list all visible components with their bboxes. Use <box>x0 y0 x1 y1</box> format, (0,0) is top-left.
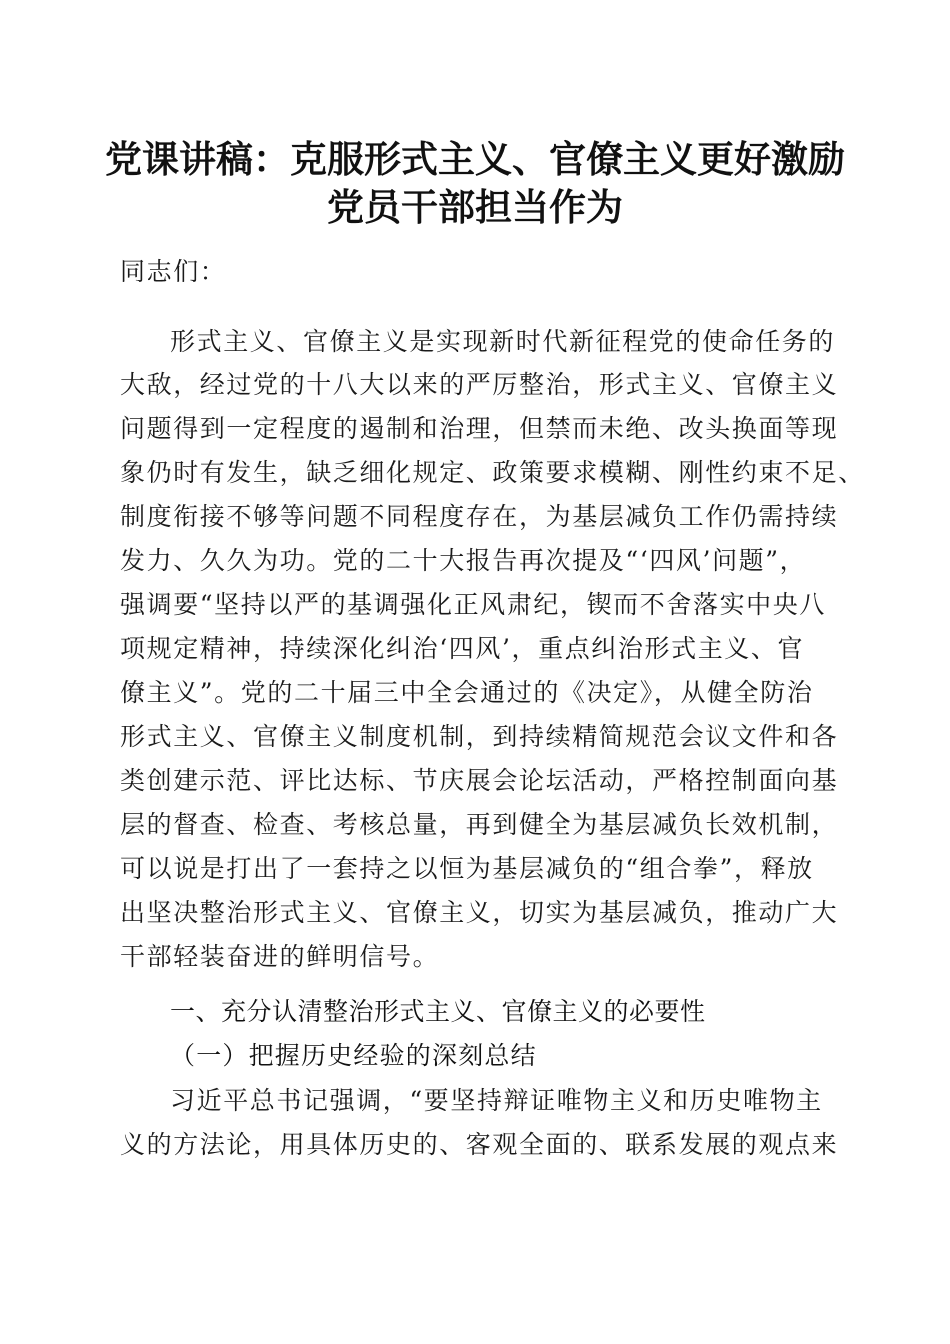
paragraph-line: 义的方法论，用具体历史的、客观全面的、联系发展的观点来 <box>120 1130 839 1159</box>
document-title-line-2: 党员干部担当作为 <box>327 185 623 229</box>
paragraph-line: 制度衔接不够等问题不同程度存在，为基层减负工作仍需持续 <box>120 502 839 531</box>
paragraph-line: 项规定精神，持续深化纠治‘四风’，重点纠治形式主义、官 <box>120 634 805 663</box>
paragraph-line: 象仍时有发生，缺乏细化规定、政策要求模糊、刚性约束不足、 <box>120 458 865 487</box>
document-title-line-1: 党课讲稿：克服形式主义、官僚主义更好激励 <box>105 137 845 181</box>
paragraph-line: 形式主义、官僚主义是实现新时代新征程党的使命任务的 <box>170 327 836 356</box>
paragraph-line: 大敌，经过党的十八大以来的严厉整治，形式主义、官僚主义 <box>120 370 839 399</box>
paragraph-line: 发力、久久为功。党的二十大报告再次提及“‘四风’问题”， <box>120 546 807 575</box>
paragraph-line: 强调要“坚持以严的基调强化正风肃纪，锲而不舍落实中央八 <box>120 590 826 619</box>
paragraph-line: 可以说是打出了一套持之以恒为基层减负的“组合拳”，释放 <box>120 854 814 883</box>
paragraph-line: 类创建示范、评比达标、节庆展会论坛活动，严格控制面向基 <box>120 766 839 795</box>
section-heading: 一、充分认清整治形式主义、官僚主义的必要性 <box>170 997 706 1026</box>
subsection-heading: （一）把握历史经验的深刻总结 <box>170 1041 537 1070</box>
paragraph-line: 形式主义、官僚主义制度机制，到持续精简规范会议文件和各 <box>120 722 839 751</box>
salutation: 同志们： <box>120 257 227 286</box>
paragraph-line: 干部轻装奋进的鲜明信号。 <box>120 942 440 971</box>
paragraph-line: 出坚决整治形式主义、官僚主义，切实为基层减负，推动广大 <box>120 898 839 927</box>
paragraph-line: 问题得到一定程度的遏制和治理，但禁而未绝、改头换面等现 <box>120 414 839 443</box>
paragraph-line: 层的督查、检查、考核总量，再到健全为基层减负长效机制， <box>120 810 839 839</box>
paragraph-line: 僚主义”。党的二十届三中全会通过的《决定》，从健全防治 <box>120 678 814 707</box>
paragraph-line: 习近平总书记强调，“要坚持辩证唯物主义和历史唯物主 <box>170 1086 823 1115</box>
